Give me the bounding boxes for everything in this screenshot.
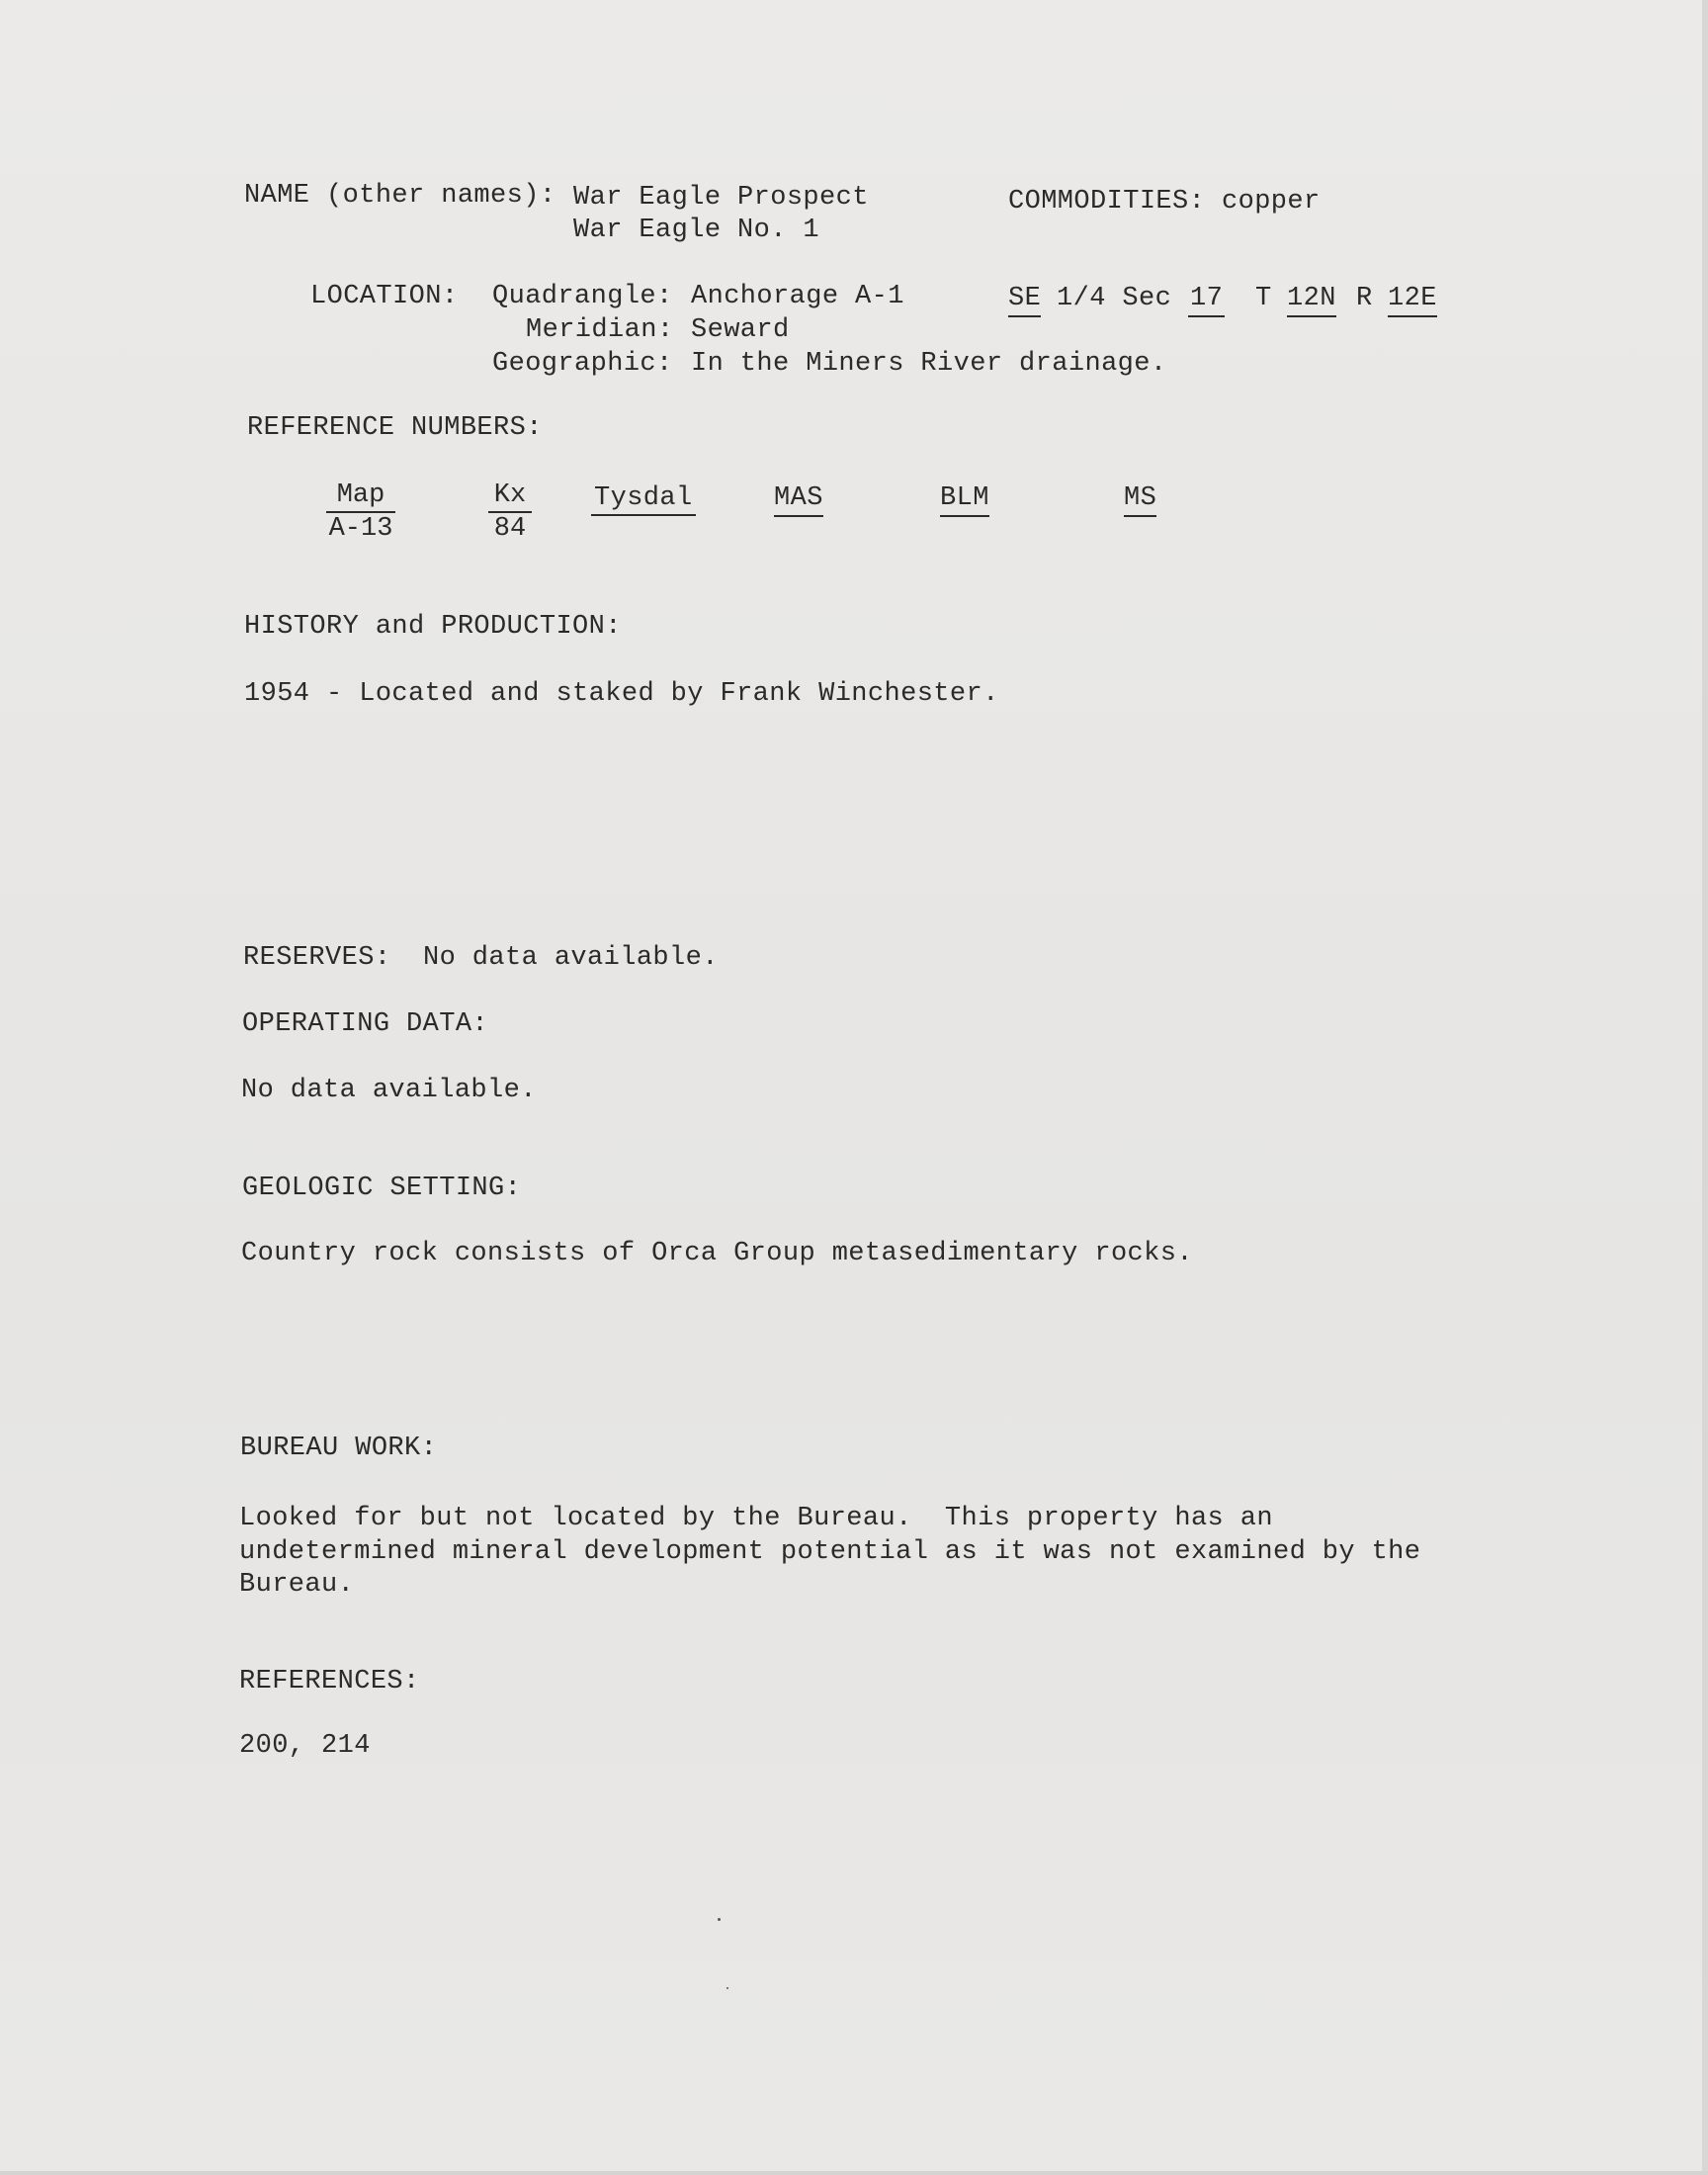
page-edge-bottom	[0, 2171, 1708, 2175]
geologic-label: GEOLOGIC SETTING:	[242, 1174, 522, 1203]
geologic-text: Country rock consists of Orca Group metasedimentary rocks.	[241, 1239, 1193, 1268]
quadrangle-label: Quadrangle:	[492, 282, 673, 311]
quadrangle-value: Anchorage A-1	[691, 282, 904, 311]
name-label: NAME (other names):	[244, 181, 556, 211]
operating-text: No data available.	[241, 1076, 537, 1105]
range-label: R	[1356, 284, 1373, 313]
meridian-value: Seward	[691, 315, 790, 345]
name-secondary: War Eagle No. 1	[573, 216, 820, 245]
ref-map-header: Map	[326, 479, 395, 513]
commodities-value: copper	[1222, 187, 1321, 217]
ref-kx-header: Kx	[488, 479, 532, 513]
commodities-label: COMMODITIES:	[1008, 187, 1206, 217]
ref-blm-header: BLM	[940, 482, 989, 517]
reserves-label: RESERVES:	[243, 943, 391, 973]
ref-kx-value: 84	[493, 514, 527, 544]
name-primary: War Eagle Prospect	[573, 183, 869, 213]
scan-speck	[726, 1987, 728, 1989]
geographic-label: Geographic:	[492, 349, 673, 379]
reference-numbers-label: REFERENCE NUMBERS:	[247, 413, 543, 443]
ref-map-value: A-13	[328, 514, 393, 544]
section-value: 17	[1188, 283, 1225, 317]
reserves-text: No data available.	[423, 943, 719, 973]
references-text: 200, 214	[239, 1731, 371, 1761]
geographic-value: In the Miners River drainage.	[691, 349, 1167, 379]
quarter-value: SE	[1008, 283, 1041, 317]
meridian-label: Meridian:	[526, 315, 674, 345]
bureau-line-1: Looked for but not located by the Bureau. This property has an	[239, 1504, 1273, 1533]
township-label: T	[1255, 284, 1272, 313]
ref-mas-header: MAS	[774, 482, 823, 517]
operating-label: OPERATING DATA:	[242, 1009, 489, 1039]
bureau-line-2: undetermined mineral development potential as it was not examined by the	[239, 1537, 1421, 1567]
township-value: 12N	[1287, 283, 1336, 317]
location-label: LOCATION:	[310, 282, 459, 311]
history-label: HISTORY and PRODUCTION:	[244, 612, 622, 642]
ref-ms-header: MS	[1124, 482, 1156, 517]
ref-kx	[488, 479, 532, 545]
scan-speck	[718, 1918, 721, 1921]
ref-map	[326, 479, 395, 545]
ref-tysdal-header: Tysdal	[591, 482, 696, 516]
bureau-label: BUREAU WORK:	[240, 1434, 438, 1463]
history-text: 1954 - Located and staked by Frank Winchester.	[244, 679, 999, 709]
range-value: 12E	[1388, 283, 1437, 317]
page-edge-right	[1702, 0, 1708, 2175]
references-label: REFERENCES:	[239, 1667, 420, 1696]
quarter-suffix: 1/4 Sec	[1057, 284, 1172, 313]
bureau-line-3: Bureau.	[239, 1570, 355, 1600]
